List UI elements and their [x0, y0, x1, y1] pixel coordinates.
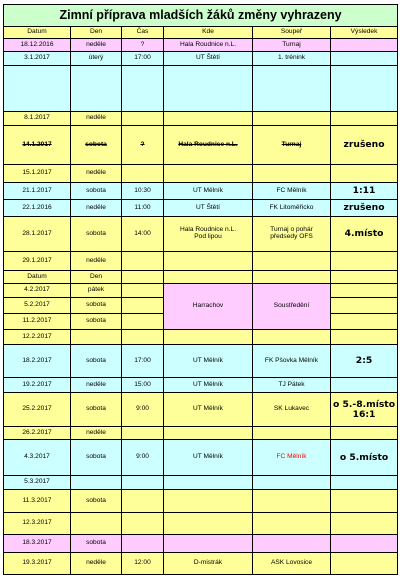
- table-row: [4, 39, 398, 52]
- day-cell: neděle: [71, 252, 122, 271]
- result-cell: 1:11: [331, 183, 398, 200]
- venue-cell: [164, 476, 253, 490]
- table-row: [4, 440, 398, 476]
- table-row: [4, 66, 398, 112]
- time-cell: ?: [122, 126, 164, 165]
- table-row: [4, 112, 398, 126]
- table-row: [4, 345, 398, 378]
- time-cell: 9:00: [122, 393, 164, 427]
- opponent-cell: [253, 165, 331, 183]
- opponent-cell: Turnaj: [253, 126, 331, 165]
- table-row: [4, 252, 398, 271]
- table-row: [4, 553, 398, 575]
- date-cell: 21.1.2017: [4, 183, 71, 200]
- table-row: [4, 378, 398, 393]
- result-cell: [331, 553, 398, 575]
- time-cell: [122, 165, 164, 183]
- table-row: [4, 165, 398, 183]
- time-cell: [122, 66, 164, 112]
- date-cell: 5.2.2017: [4, 298, 71, 314]
- opponent-cell: [253, 271, 331, 284]
- day-cell: neděle: [71, 553, 122, 575]
- day-cell: sobota: [71, 440, 122, 476]
- date-cell: 3.1.2017: [4, 52, 71, 66]
- date-cell: 12.3.2017: [4, 513, 71, 535]
- venue-cell: [164, 535, 253, 553]
- column-header: Datum: [4, 27, 71, 39]
- column-header: Kde: [164, 27, 253, 39]
- date-cell: 12.2.2017: [4, 330, 71, 345]
- time-cell: [122, 284, 164, 298]
- table-row: [4, 126, 398, 165]
- venue-cell: UT Štětí: [164, 52, 253, 66]
- day-cell: pátek: [71, 284, 122, 298]
- date-cell: 18.2.2017: [4, 345, 71, 378]
- date-cell: 15.1.2017: [4, 165, 71, 183]
- time-cell: [122, 535, 164, 553]
- result-cell: [331, 314, 398, 330]
- time-cell: 17:00: [122, 52, 164, 66]
- day-cell: [71, 330, 122, 345]
- opponent-cell: FC Mělník: [253, 183, 331, 200]
- result-cell: [331, 271, 398, 284]
- date-cell: 22.1.2016: [4, 200, 71, 217]
- table-row: [4, 330, 398, 345]
- table-row: [4, 393, 398, 427]
- time-cell: [122, 271, 164, 284]
- venue-cell: UT Mělník: [164, 393, 253, 427]
- table-row: [4, 490, 398, 513]
- date-cell: 18.12.2016: [4, 39, 71, 52]
- time-cell: [122, 476, 164, 490]
- date-cell: 25.2.2017: [4, 393, 71, 427]
- column-header: Den: [71, 27, 122, 39]
- venue-cell: [164, 66, 253, 112]
- opponent-cell: [253, 476, 331, 490]
- opponent-cell: Turnaj: [253, 39, 331, 52]
- day-cell: neděle: [71, 39, 122, 52]
- result-cell: [331, 535, 398, 553]
- venue-cell: [164, 427, 253, 440]
- time-cell: [122, 252, 164, 271]
- table-row: [4, 217, 398, 252]
- result-cell: zrušeno: [331, 126, 398, 165]
- venue-cell: [164, 490, 253, 513]
- column-header: Soupeř: [253, 27, 331, 39]
- venue-cell: UT Štětí: [164, 200, 253, 217]
- opponent-cell: FC Mělník: [253, 440, 331, 476]
- result-cell: [331, 378, 398, 393]
- venue-cell: Hala Roudnice n.L.: [164, 39, 253, 52]
- opponent-cell: [253, 252, 331, 271]
- opponent-cell: FK Litoměřicko: [253, 200, 331, 217]
- venue-cell: UT Mělník: [164, 183, 253, 200]
- result-cell: [331, 252, 398, 271]
- result-cell: [331, 427, 398, 440]
- result-cell: [331, 39, 398, 52]
- result-cell: [331, 52, 398, 66]
- opponent-cell: [253, 330, 331, 345]
- table-row: [4, 52, 398, 66]
- venue-cell: D-mistrák: [164, 553, 253, 575]
- opponent-cell: FK Pšovka Mělník: [253, 345, 331, 378]
- table-row: [4, 513, 398, 535]
- time-cell: 17:00: [122, 345, 164, 378]
- time-cell: [122, 427, 164, 440]
- day-cell: neděle: [71, 427, 122, 440]
- date-cell: 28.1.2017: [4, 217, 71, 252]
- day-cell: neděle: [71, 378, 122, 393]
- venue-cell: Hala Roudnice n.L. Pod lipou: [164, 217, 253, 252]
- date-cell: 4.3.2017: [4, 440, 71, 476]
- opponent-cell: ASK Lovosice: [253, 553, 331, 575]
- day-cell: sobota: [71, 535, 122, 553]
- date-cell: [4, 66, 71, 112]
- day-cell: neděle: [71, 165, 122, 183]
- venue-cell: [164, 271, 253, 284]
- result-cell: 2:5: [331, 345, 398, 378]
- date-cell: 8.1.2017: [4, 112, 71, 126]
- date-cell: 29.1.2017: [4, 252, 71, 271]
- result-cell: [331, 513, 398, 535]
- day-cell: sobota: [71, 393, 122, 427]
- result-cell: 4.místo: [331, 217, 398, 252]
- day-cell: [71, 476, 122, 490]
- opponent-cell: [253, 112, 331, 126]
- result-cell: [331, 66, 398, 112]
- opponent-cell: TJ Pátek: [253, 378, 331, 393]
- time-cell: 10:30: [122, 183, 164, 200]
- time-cell: 12:00: [122, 553, 164, 575]
- day-cell: sobota: [71, 217, 122, 252]
- result-cell: [331, 298, 398, 314]
- result-cell: [331, 490, 398, 513]
- result-cell: [331, 165, 398, 183]
- date-cell: 11.3.2017: [4, 490, 71, 513]
- time-cell: [122, 330, 164, 345]
- day-cell: sobota: [71, 490, 122, 513]
- venue-cell: Hala Roudnice n.L.: [164, 126, 253, 165]
- opponent-cell: Soustředění: [253, 284, 331, 330]
- venue-cell: [164, 165, 253, 183]
- day-cell: neděle: [71, 200, 122, 217]
- result-cell: [331, 112, 398, 126]
- opponent-cell: [253, 427, 331, 440]
- result-cell: [331, 476, 398, 490]
- header-row: [4, 27, 398, 39]
- venue-cell: UT Mělník: [164, 378, 253, 393]
- date-cell: 4.2.2017: [4, 284, 71, 298]
- time-cell: 14:00: [122, 217, 164, 252]
- table-row: [4, 200, 398, 217]
- day-cell: neděle: [71, 112, 122, 126]
- opponent-cell: 1. trénink: [253, 52, 331, 66]
- day-cell: sobota: [71, 345, 122, 378]
- venue-cell: Harrachov: [164, 284, 253, 330]
- result-cell: o 5.místo: [331, 440, 398, 476]
- day-cell: sobota: [71, 314, 122, 330]
- date-cell: 14.1.2017: [4, 126, 71, 165]
- opponent-cell: [253, 490, 331, 513]
- venue-cell: UT Mělník: [164, 440, 253, 476]
- table-row: [4, 284, 398, 298]
- column-header: Výsledek: [331, 27, 398, 39]
- day-cell: sobota: [71, 298, 122, 314]
- time-cell: ?: [122, 39, 164, 52]
- header-row: [4, 271, 398, 284]
- day-cell: Den: [71, 271, 122, 284]
- time-cell: [122, 314, 164, 330]
- date-cell: 5.3.2017: [4, 476, 71, 490]
- time-cell: [122, 513, 164, 535]
- opponent-cell: SK Lukavec: [253, 393, 331, 427]
- time-cell: 9:00: [122, 440, 164, 476]
- day-cell: sobota: [71, 126, 122, 165]
- opponent-cell: [253, 535, 331, 553]
- result-cell: [331, 284, 398, 298]
- column-header: Čas: [122, 27, 164, 39]
- table-row: [4, 476, 398, 490]
- day-cell: [71, 66, 122, 112]
- opponent-cell: Turnaj o pohár předsedy OFS: [253, 217, 331, 252]
- time-cell: 11:00: [122, 200, 164, 217]
- date-cell: 19.2.2017: [4, 378, 71, 393]
- date-cell: 19.3.2017: [4, 553, 71, 575]
- date-cell: 18.3.2017: [4, 535, 71, 553]
- time-cell: [122, 490, 164, 513]
- opponent-cell: [253, 66, 331, 112]
- table-row: [4, 427, 398, 440]
- result-cell: [331, 330, 398, 345]
- day-cell: sobota: [71, 183, 122, 200]
- time-cell: [122, 112, 164, 126]
- date-cell: Datum: [4, 271, 71, 284]
- day-cell: [71, 513, 122, 535]
- venue-cell: [164, 252, 253, 271]
- result-cell: o 5.-8.místo 16:1: [331, 393, 398, 427]
- opponent-cell: [253, 513, 331, 535]
- venue-cell: UT Mělník: [164, 345, 253, 378]
- schedule-table: [3, 4, 398, 575]
- table-row: [4, 183, 398, 200]
- day-cell: úterý: [71, 52, 122, 66]
- time-cell: 15:00: [122, 378, 164, 393]
- venue-cell: [164, 513, 253, 535]
- time-cell: [122, 298, 164, 314]
- date-cell: 11.2.2017: [4, 314, 71, 330]
- venue-cell: [164, 112, 253, 126]
- title-row: [4, 5, 398, 27]
- page-title: Zimní příprava mladších žáků změny vyhrazeny: [4, 5, 398, 27]
- date-cell: 26.2.2017: [4, 427, 71, 440]
- table-row: [4, 535, 398, 553]
- result-cell: zrušeno: [331, 200, 398, 217]
- venue-cell: [164, 330, 253, 345]
